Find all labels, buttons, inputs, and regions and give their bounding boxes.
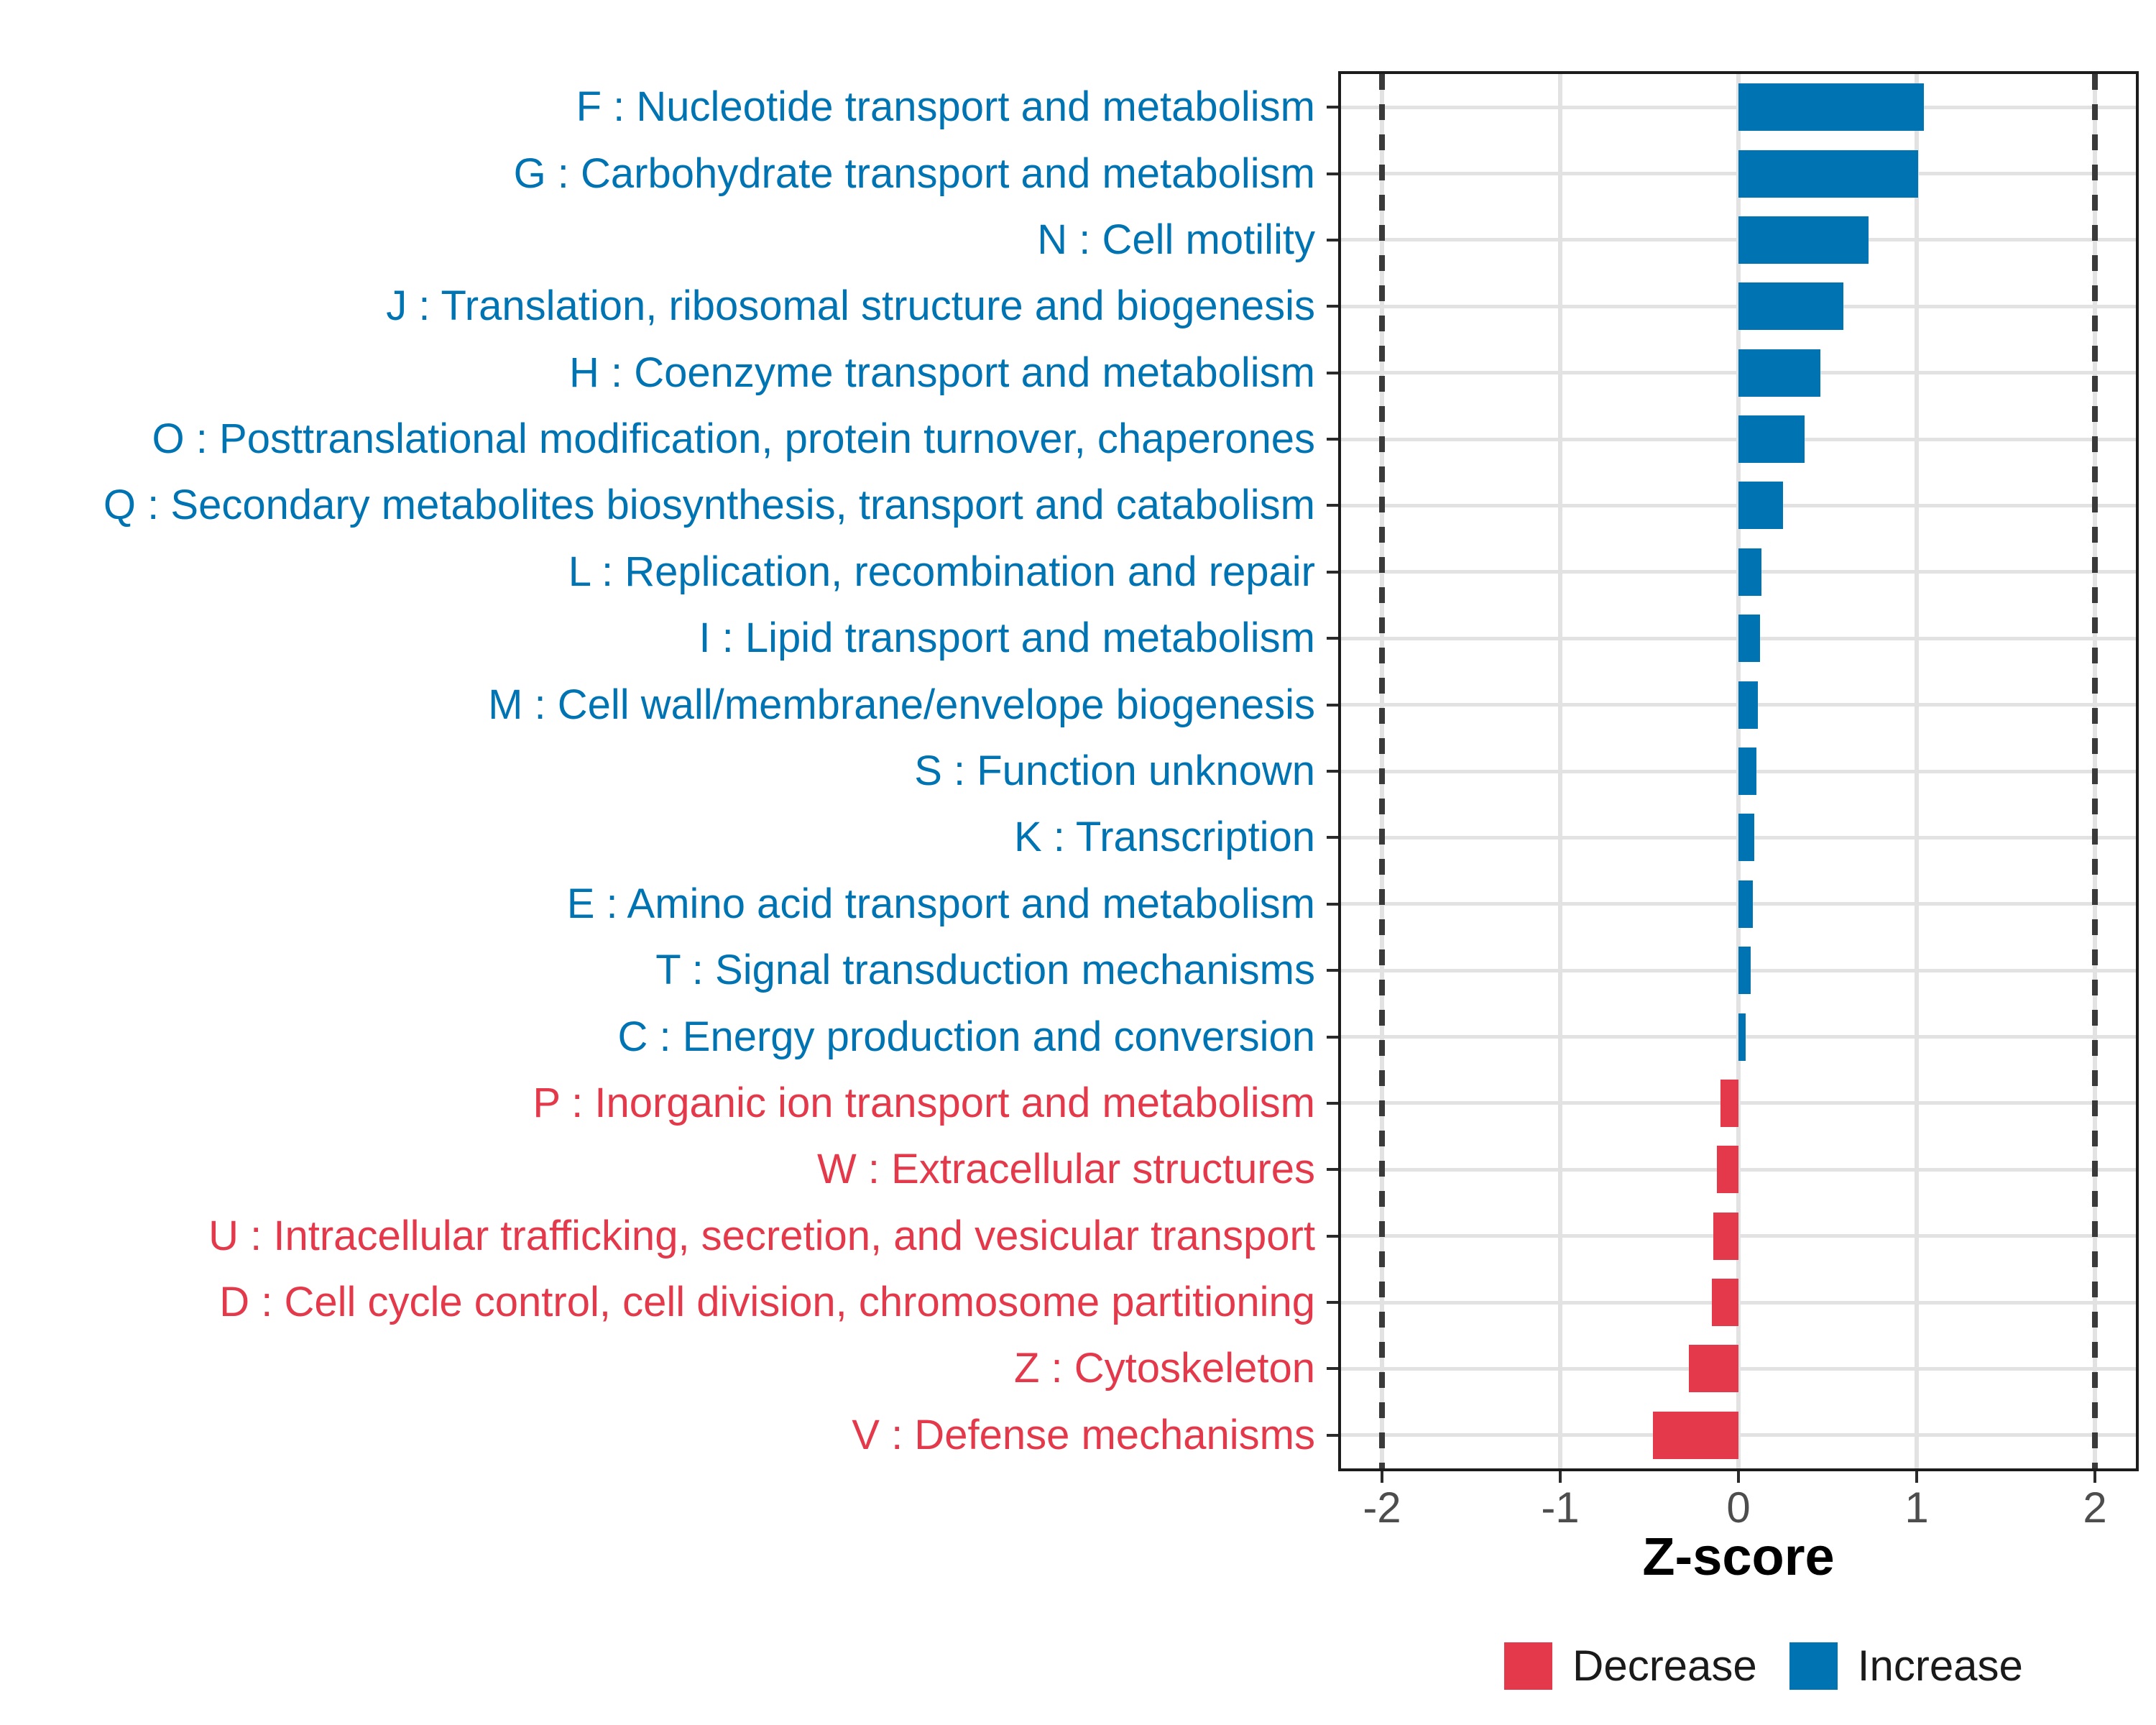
y-axis-tick	[1327, 438, 1338, 441]
y-axis-tick	[1327, 1367, 1338, 1370]
category-label: I : Lipid transport and metabolism	[699, 615, 1315, 662]
bar	[1720, 1080, 1738, 1127]
bar	[1738, 615, 1760, 662]
bar	[1738, 216, 1869, 264]
bar	[1712, 1279, 1738, 1326]
y-axis-tick	[1327, 1235, 1338, 1238]
category-label: D : Cell cycle control, cell division, chromosome partitioning	[219, 1279, 1315, 1326]
bar	[1689, 1345, 1738, 1392]
y-axis-tick	[1327, 637, 1338, 640]
bar	[1738, 681, 1758, 729]
y-axis-tick	[1327, 106, 1338, 109]
bar	[1738, 548, 1761, 596]
y-axis-tick	[1327, 969, 1338, 972]
y-gridline	[1341, 1101, 2136, 1105]
y-gridline	[1341, 1301, 2136, 1305]
y-axis-tick	[1327, 504, 1338, 507]
legend-label-decrease: Decrease	[1572, 1642, 1757, 1690]
category-label: N : Cell motility	[1037, 216, 1315, 263]
bar	[1717, 1146, 1738, 1193]
bar	[1738, 150, 1918, 198]
category-label: Z : Cytoskeleton	[1013, 1345, 1315, 1392]
y-axis-tick	[1327, 770, 1338, 773]
bar	[1713, 1213, 1738, 1260]
reference-line	[1379, 74, 1385, 1468]
reference-line	[2092, 74, 2098, 1468]
x-axis-tick	[1559, 1471, 1562, 1483]
category-label: T : Signal transduction mechanisms	[655, 947, 1315, 994]
bar	[1738, 1013, 1746, 1061]
x-tick-label: 1	[1904, 1484, 1929, 1532]
category-label: C : Energy production and conversion	[617, 1013, 1315, 1060]
legend	[1504, 1642, 2023, 1690]
decrease-legend-swatch	[1504, 1642, 1552, 1690]
category-label: Q : Secondary metabolites biosynthesis, transport and catabolism	[103, 482, 1315, 529]
y-axis-tick	[1327, 305, 1338, 308]
y-gridline	[1341, 1433, 2136, 1437]
y-axis-tick	[1327, 836, 1338, 839]
x-tick-label: 2	[2083, 1484, 2107, 1532]
y-axis-tick	[1327, 1168, 1338, 1171]
y-axis-tick	[1327, 1102, 1338, 1105]
y-axis-tick	[1327, 1434, 1338, 1437]
x-axis-title: Z-score	[1642, 1527, 1835, 1586]
category-label: V : Defense mechanisms	[852, 1411, 1315, 1458]
category-label: P : Inorganic ion transport and metabolism	[533, 1079, 1315, 1126]
bar	[1738, 349, 1820, 397]
plot-panel	[1338, 71, 2139, 1471]
y-gridline	[1341, 1234, 2136, 1238]
category-label: E : Amino acid transport and metabolism	[566, 880, 1315, 927]
category-label: L : Replication, recombination and repair	[568, 548, 1315, 595]
bar	[1738, 947, 1751, 994]
category-label: U : Intracellular trafficking, secretion, and vesicular transport	[208, 1212, 1315, 1259]
y-axis-tick	[1327, 1301, 1338, 1304]
legend-label-increase: Increase	[1857, 1642, 2023, 1690]
y-axis-tick	[1327, 571, 1338, 574]
increase-legend-swatch	[1789, 1642, 1838, 1690]
y-axis-tick	[1327, 372, 1338, 374]
legend-item-increase	[1789, 1642, 2023, 1690]
category-label: W : Extracellular structures	[817, 1146, 1315, 1193]
x-axis-tick	[1915, 1471, 1918, 1483]
category-label: H : Coenzyme transport and metabolism	[569, 349, 1315, 396]
x-axis-tick	[1737, 1471, 1740, 1483]
category-label: F : Nucleotide transport and metabolism	[576, 83, 1315, 131]
bar	[1653, 1412, 1738, 1459]
y-axis-tick	[1327, 172, 1338, 175]
bar	[1738, 880, 1753, 928]
x-axis-tick	[2093, 1471, 2096, 1483]
x-axis-tick	[1381, 1471, 1383, 1483]
category-label: O : Posttranslational modification, protein turnover, chaperones	[152, 415, 1315, 463]
category-label: M : Cell wall/membrane/envelope biogenesis	[488, 681, 1315, 728]
category-label: S : Function unknown	[914, 748, 1315, 794]
y-axis-tick	[1327, 704, 1338, 707]
y-axis-tick	[1327, 1036, 1338, 1039]
y-axis-tick	[1327, 239, 1338, 242]
bar	[1738, 814, 1754, 861]
y-axis-tick	[1327, 903, 1338, 906]
x-tick-label: 0	[1726, 1484, 1751, 1532]
category-label: G : Carbohydrate transport and metabolism	[513, 150, 1315, 197]
bar	[1738, 282, 1843, 330]
x-tick-label: -1	[1541, 1484, 1580, 1532]
x-tick-label: -2	[1363, 1484, 1401, 1532]
bar	[1738, 415, 1805, 463]
y-gridline	[1341, 1367, 2136, 1371]
plot-panel-inner	[1341, 74, 2136, 1468]
bar	[1738, 748, 1756, 795]
y-gridline	[1341, 1168, 2136, 1172]
bar	[1738, 482, 1783, 529]
legend-item-decrease	[1504, 1642, 1757, 1690]
bar	[1738, 83, 1924, 131]
category-label: J : Translation, ribosomal structure and biogenesis	[386, 282, 1315, 330]
category-label: K : Transcription	[1013, 814, 1315, 861]
